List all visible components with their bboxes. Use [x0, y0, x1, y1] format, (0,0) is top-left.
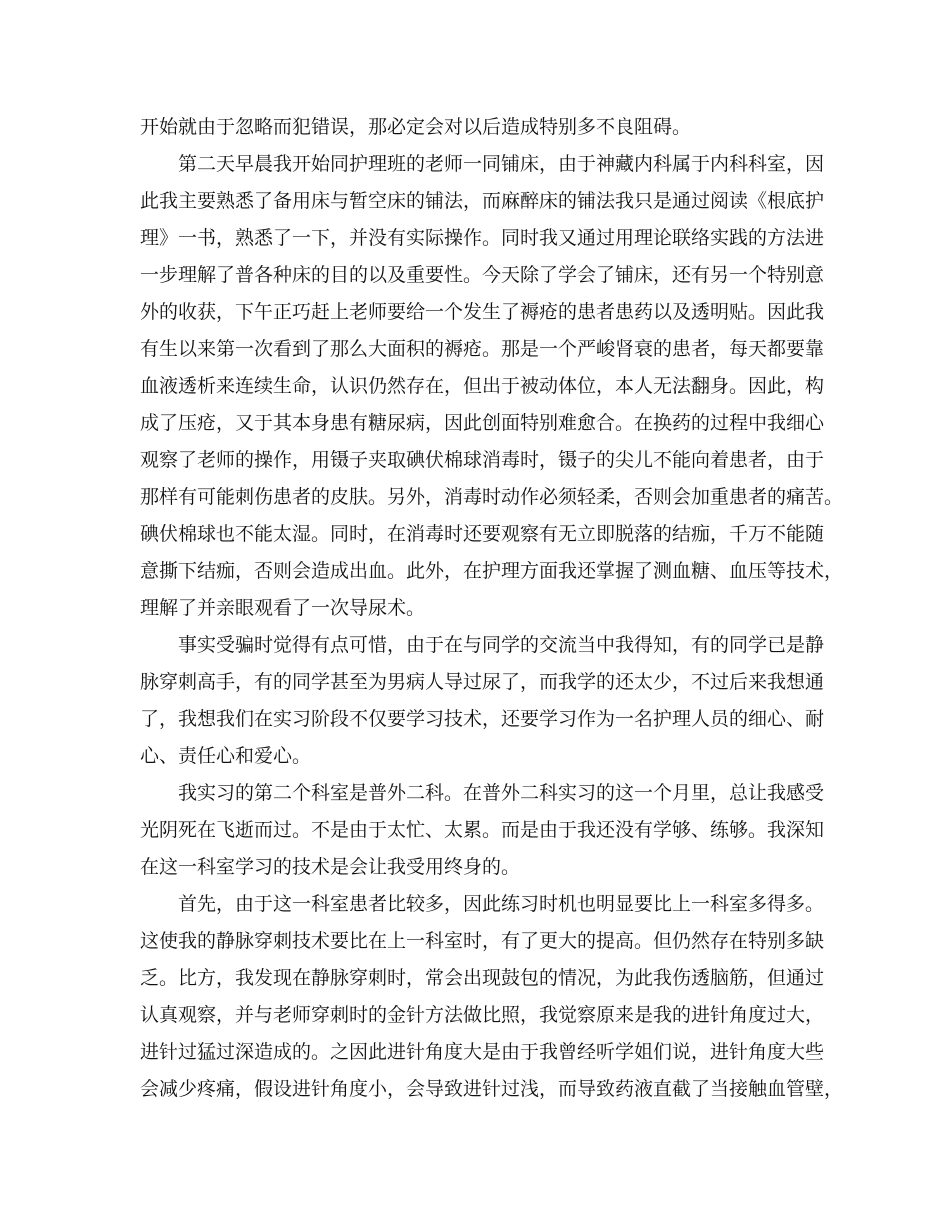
text-line: 心、责任心和爱心。: [140, 745, 312, 767]
text-line: 一步理解了普各种床的目的以及重要性。今天除了学会了铺床，还有另一个特别意: [140, 264, 825, 286]
text-line: 脉穿刺高手，有的同学甚至为男病人导过尿了，而我学的还太少，不过后来我想通: [140, 671, 825, 693]
text-line: 有生以来第一次看到了那么大面积的褥疮。那是一个严峻肾衰的患者，每天都要靠: [140, 338, 825, 360]
text-line: 成了压疮，又于其本身患有糖尿病，因此创面特别难愈合。在换药的过程中我细心: [140, 412, 825, 434]
text-line: 认真观察，并与老师穿刺时的金针方法做比照，我觉察原来是我的进针角度过大，: [140, 1004, 825, 1026]
text-line: 理解了并亲眼观看了一次导尿术。: [140, 597, 426, 619]
text-line: 血液透析来连续生命，认识仍然存在，但出于被动体位，本人无法翻身。因此，构: [140, 375, 825, 397]
paragraph-start-line: 首先，由于这一科室患者比较多，因此练习时机也明显要比上一科室多得多。: [178, 893, 825, 915]
text-line: 会减少疼痛，假设进针角度小，会导致进针过浅，而导致药液直截了当接触血管壁，: [140, 1078, 844, 1100]
text-line: 这使我的静脉穿刺技术要比在上一科室时，有了更大的提高。但仍然存在特别多缺: [140, 930, 825, 952]
text-line: 此我主要熟悉了备用床与暂空床的铺法，而麻醉床的铺法我只是通过阅读《根底护: [140, 190, 825, 212]
text-line: 在这一科室学习的技术是会让我受用终身的。: [140, 856, 521, 878]
text-line: 碘伏棉球也不能太湿。同时，在消毒时还要观察有无立即脱落的结痂，千万不能随: [140, 523, 825, 545]
text-line: 理》一书，熟悉了一下，并没有实际操作。同时我又通过用理论联络实践的方法进: [140, 227, 825, 249]
text-line: 光阴死在飞逝而过。不是由于太忙、太累。而是由于我还没有学够、练够。我深知: [140, 819, 825, 841]
text-line: 外的收获，下午正巧赶上老师要给一个发生了褥疮的患者患药以及透明贴。因此我: [140, 301, 825, 323]
text-line: 了，我想我们在实习阶段不仅要学习技术，还要学习作为一名护理人员的细心、耐: [140, 708, 825, 730]
paragraph-start-line: 我实习的第二个科室是普外二科。在普外二科实习的这一个月里，总让我感受: [178, 782, 825, 804]
text-line: 乏。比方，我发现在静脉穿刺时，常会出现鼓包的情况，为此我伤透脑筋，但通过: [140, 967, 825, 989]
text-line: 那样有可能刺伤患者的皮肤。另外，消毒时动作必须轻柔，否则会加重患者的痛苦。: [140, 486, 844, 508]
text-line: 观察了老师的操作，用镊子夹取碘伏棉球消毒时，镊子的尖儿不能向着患者，由于: [140, 449, 825, 471]
text-line: 开始就由于忽略而犯错误，那必定会对以后造成特别多不良阻碍。: [140, 116, 692, 138]
text-line: 意撕下结痂，否则会造成出血。此外，在护理方面我还掌握了测血糖、血压等技术，: [140, 560, 844, 582]
paragraph-start-line: 事实受骗时觉得有点可惜，由于在与同学的交流当中我得知，有的同学已是静: [178, 634, 825, 656]
paragraph-start-line: 第二天早晨我开始同护理班的老师一同铺床，由于神藏内科属于内科科室，因: [178, 153, 825, 175]
text-line: 进针过猛过深造成的。之因此进针角度大是由于我曾经听学姐们说，进针角度大些: [140, 1041, 825, 1063]
